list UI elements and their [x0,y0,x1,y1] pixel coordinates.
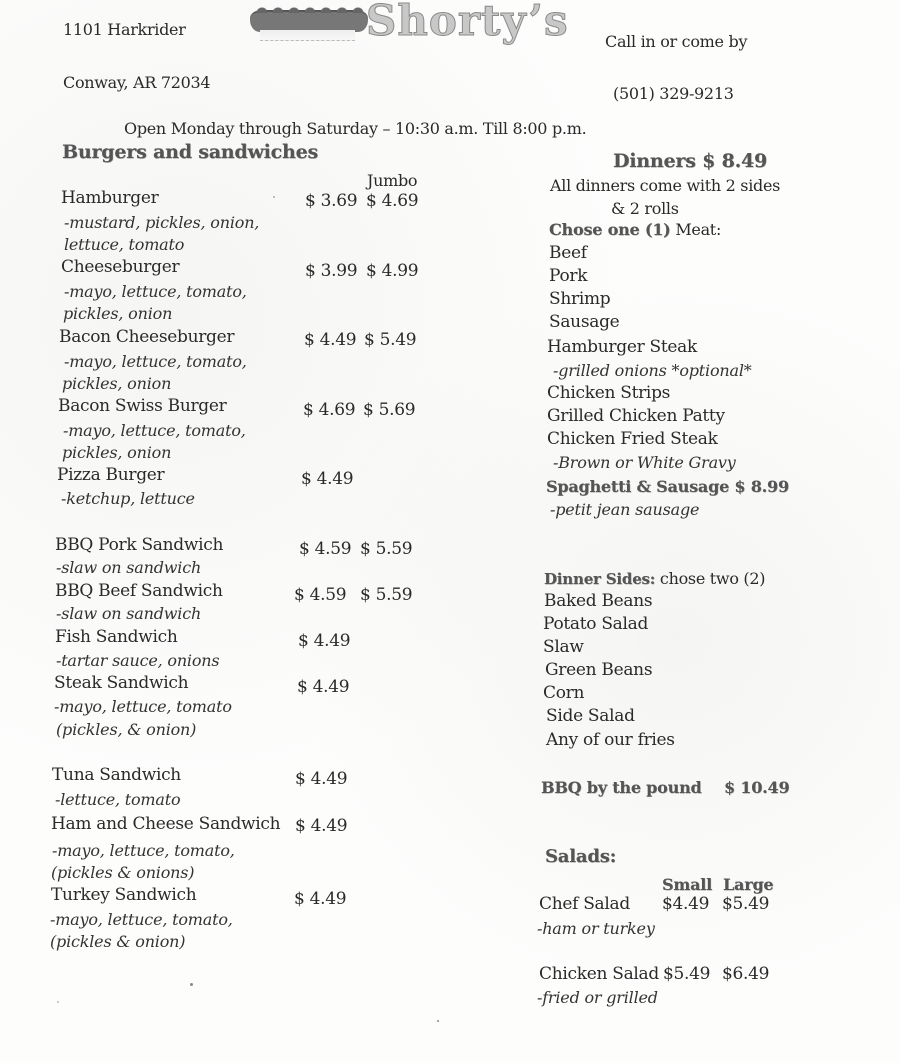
meat-item: Sausage [549,312,620,332]
item-price: $ 4.59 [294,585,347,605]
side-item: Side Salad [546,706,635,726]
item-desc: -mustard, pickles, onion, [64,213,260,232]
scan-speck [437,1020,439,1022]
item-price: $ 4.49 [295,769,348,789]
logo-text: Shorty’s [366,0,569,45]
meat-item: Grilled Chicken Patty [547,406,725,426]
meat-heading-bold: Chose one (1) [549,220,671,239]
jumbo-column-label: Jumbo [367,171,418,190]
item-desc: -mayo, lettuce, tomato, [50,910,233,929]
salad-large-price: $5.49 [722,894,770,914]
item-desc: (pickles, & onion) [56,720,197,739]
burger-bun-icon [250,10,368,32]
special-item: Spaghetti & Sausage $ 8.99 [546,477,789,496]
item-name: Pizza Burger [57,465,165,485]
call-text: Call in or come by [605,32,748,51]
item-desc: -tartar sauce, onions [56,651,220,670]
item-name: Hamburger [61,188,159,208]
meat-heading-rest: Meat: [670,220,722,239]
item-name: Steak Sandwich [54,673,189,693]
item-desc: -slaw on sandwich [56,604,202,623]
item-name: BBQ Pork Sandwich [55,535,224,555]
scan-speck [190,983,193,986]
meat-item: Beef [549,243,587,263]
sides-heading-bold: Dinner Sides: [544,570,656,588]
item-name: Cheeseburger [61,257,180,277]
item-desc: -mayo, lettuce, tomato, [63,421,246,440]
meat-item: Chicken Fried Steak [547,429,718,449]
meat-item-desc: -Brown or White Gravy [553,453,736,472]
item-price: $ 4.49 [294,889,347,909]
address-line2: Conway, AR 72034 [63,73,211,92]
item-name: Turkey Sandwich [51,885,197,905]
item-jumbo-price: $ 5.59 [360,585,413,605]
salad-small-label: Small [662,875,713,894]
item-price: $ 4.49 [304,330,357,350]
shortys-logo [246,2,591,48]
item-desc: (pickles & onions) [51,863,195,882]
item-price: $ 3.69 [305,191,358,211]
phone-number: (501) 329-9213 [613,84,734,103]
meat-item: Chicken Strips [547,383,671,403]
item-price: $ 4.59 [299,539,352,559]
salad-large-price: $6.49 [722,964,770,984]
side-item: Potato Salad [543,614,649,634]
salad-small-price: $4.49 [662,894,710,914]
burgers-section-title: Burgers and sandwiches [62,141,319,163]
item-desc: -lettuce, tomato [55,790,181,809]
scan-speck [57,1001,59,1003]
item-desc: -mayo, lettuce, tomato, [52,841,235,860]
dinners-note: All dinners come with 2 sides [550,176,781,195]
item-desc: -mayo, lettuce, tomato, [64,352,247,371]
burger-plate-icon [260,30,355,41]
item-desc: pickles, onion [62,374,172,393]
item-desc: -ketchup, lettuce [61,489,195,508]
meat-heading [549,220,721,239]
item-price: $ 3.99 [305,261,358,281]
side-item: Slaw [543,637,584,657]
salad-name: Chicken Salad [539,964,659,984]
item-jumbo-price: $ 4.99 [366,261,419,281]
meat-item: Shrimp [549,289,611,309]
item-desc: -slaw on sandwich [56,558,202,577]
meat-item: Hamburger Steak [547,337,697,357]
item-name: Bacon Swiss Burger [58,396,227,416]
meat-item: Pork [549,266,588,286]
item-desc: pickles, onion [62,443,172,462]
side-item: Any of our fries [546,730,675,750]
item-desc: -mayo, lettuce, tomato, [64,282,247,301]
salad-desc: -fried or grilled [537,988,658,1007]
dinners-section-title: Dinners $ 8.49 [613,150,768,172]
side-item: Baked Beans [544,591,653,611]
item-price: $ 4.49 [297,677,350,697]
item-name: Tuna Sandwich [52,765,181,785]
side-item: Green Beans [545,660,653,680]
special-item-desc: -petit jean sausage [550,500,700,519]
item-name: BBQ Beef Sandwich [55,581,223,601]
scan-speck [273,196,275,198]
address-line1: 1101 Harkrider [63,20,186,39]
item-jumbo-price: $ 4.69 [366,191,419,211]
side-item: Corn [543,683,585,703]
salad-small-price: $5.49 [663,964,711,984]
item-desc: (pickles & onion) [50,932,186,951]
meat-item-desc: -grilled onions *optional* [553,361,752,380]
item-jumbo-price: $ 5.69 [363,400,416,420]
item-price: $ 4.49 [298,631,351,651]
item-desc: lettuce, tomato [64,235,185,254]
salad-large-label: Large [723,875,774,894]
item-jumbo-price: $ 5.59 [360,539,413,559]
salads-section-title: Salads: [545,846,617,867]
item-jumbo-price: $ 5.49 [364,330,417,350]
item-price: $ 4.49 [295,816,348,836]
sides-heading [544,569,765,588]
item-name: Ham and Cheese Sandwich [51,814,281,834]
item-price: $ 4.69 [303,400,356,420]
salad-desc: -ham or turkey [537,919,655,938]
sides-heading-rest: chose two (2) [655,569,766,588]
item-name: Fish Sandwich [55,627,178,647]
item-desc: pickles, onion [63,304,173,323]
hours-text: Open Monday through Saturday – 10:30 a.m. Till 8:00 p.m. [124,119,587,138]
dinners-note: & 2 rolls [611,199,679,218]
item-name: Bacon Cheeseburger [59,327,235,347]
salad-name: Chef Salad [539,894,630,914]
item-desc: -mayo, lettuce, tomato [54,697,232,716]
bbq-pound-price: $ 10.49 [724,778,790,797]
item-price: $ 4.49 [301,469,354,489]
bbq-pound-label: BBQ by the pound [541,778,702,797]
